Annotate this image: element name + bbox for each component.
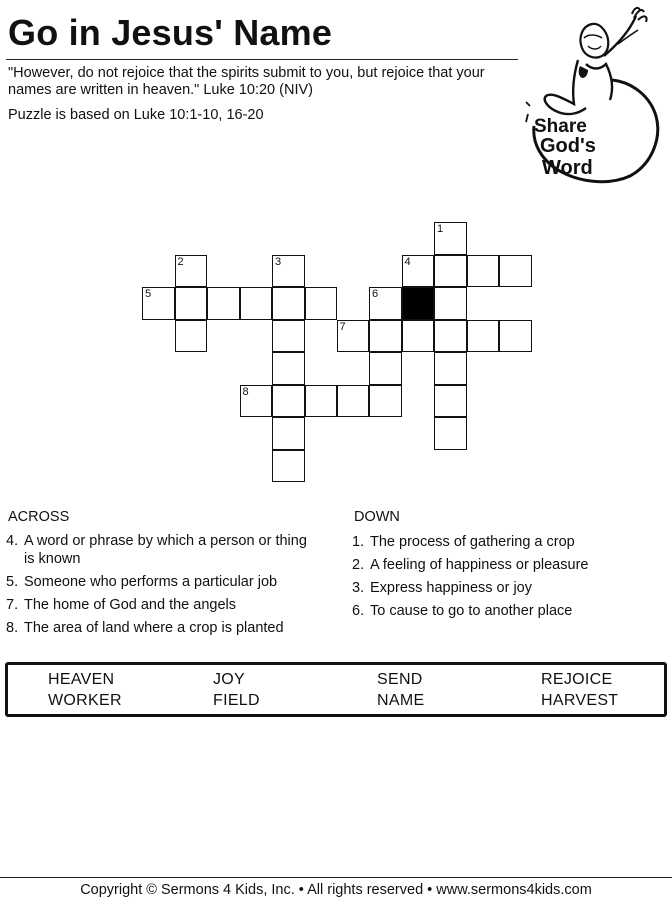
grid-cell[interactable]	[434, 417, 467, 450]
grid-cell[interactable]	[175, 287, 208, 320]
clue-item: 5. Someone who performs a particular job	[6, 573, 278, 590]
scripture-quote: "However, do not rejoice that the spirits submit to you, but rejoice that your names are written in heaven." Luke 10:20 (NIV)	[8, 65, 485, 98]
down-clues	[352, 534, 662, 626]
down-heading: DOWN	[354, 509, 400, 525]
word-bank-item: HARVEST	[541, 692, 619, 709]
clue-number: 5	[145, 288, 152, 300]
grid-cell[interactable]	[272, 287, 305, 320]
grid-cell[interactable]	[434, 352, 467, 385]
grid-cell[interactable]	[175, 320, 208, 353]
grid-cell[interactable]	[272, 417, 305, 450]
grid-cell[interactable]	[305, 385, 338, 418]
grid-cell[interactable]	[337, 320, 370, 353]
grid-cell[interactable]	[337, 385, 370, 418]
grid-cell[interactable]	[402, 320, 435, 353]
puzzle-source: Puzzle is based on Luke 10:1-10, 16-20	[8, 107, 264, 123]
grid-cell[interactable]	[369, 287, 402, 320]
grid-cell[interactable]	[240, 385, 273, 418]
grid-cell[interactable]	[467, 320, 500, 353]
across-clues	[6, 533, 316, 643]
word-bank-item: REJOICE	[541, 671, 613, 688]
word-bank-item: JOY	[213, 671, 246, 688]
word-bank	[5, 662, 667, 717]
clue-item: 8. The area of land where a crop is planted	[6, 619, 284, 636]
logo-text-share: Share	[534, 116, 587, 137]
grid-cell[interactable]	[402, 255, 435, 288]
grid-cell[interactable]	[369, 385, 402, 418]
grid-cell[interactable]	[369, 320, 402, 353]
grid-cell[interactable]	[272, 320, 305, 353]
logo-text-gods: God's	[540, 135, 596, 157]
clue-number: 1	[437, 223, 444, 235]
grid-cell[interactable]	[272, 450, 305, 483]
clue-item: 7. The home of God and the angels	[6, 596, 237, 613]
clue-number: 4	[404, 255, 411, 268]
share-gods-word-logo	[522, 4, 670, 190]
word-bank-item: SEND	[377, 671, 423, 688]
grid-cell[interactable]	[434, 320, 467, 353]
grid-cell[interactable]	[499, 320, 532, 353]
clue-number: 2	[177, 255, 184, 268]
clue-item: 2. A feeling of happiness or pleasure	[352, 557, 589, 573]
clue-item: 6. To cause to go to another place	[352, 603, 573, 619]
word-bank-item: HEAVEN	[48, 671, 115, 688]
grid-cell[interactable]	[272, 255, 305, 288]
clue-item: 3. Express happiness or joy	[352, 580, 532, 596]
word-bank-item: WORKER	[48, 692, 122, 709]
clue-number: 8	[242, 385, 249, 398]
grid-cell[interactable]	[142, 287, 175, 320]
word-bank-item: FIELD	[213, 692, 260, 709]
grid-cell[interactable]	[369, 352, 402, 385]
grid-cell[interactable]	[434, 385, 467, 418]
copyright-footer: Copyright © Sermons 4 Kids, Inc. • All rights reserved • www.sermons4kids.com	[80, 882, 592, 898]
grid-cell[interactable]	[434, 255, 467, 288]
grid-cell[interactable]	[175, 255, 208, 288]
title-divider	[6, 59, 518, 60]
grid-cell[interactable]	[272, 385, 305, 418]
grid-cell[interactable]	[499, 255, 532, 288]
clue-number: 7	[339, 320, 346, 333]
grid-cell[interactable]	[240, 287, 273, 320]
grid-cell[interactable]	[207, 287, 240, 320]
footer-divider	[0, 877, 672, 878]
grid-cell[interactable]	[305, 287, 338, 320]
grid-cell[interactable]	[434, 287, 467, 320]
across-heading: ACROSS	[8, 509, 70, 525]
grid-cell[interactable]	[434, 222, 467, 255]
logo-text-word: Word	[542, 157, 593, 179]
clue-item: 4. A word or phrase by which a person or thing is known	[6, 533, 307, 567]
page-title: Go in Jesus' Name	[8, 12, 333, 53]
clue-number: 3	[275, 255, 282, 268]
grid-cell[interactable]	[272, 352, 305, 385]
clue-item: 1. The process of gathering a crop	[352, 534, 575, 550]
word-bank-item: NAME	[377, 692, 425, 709]
clue-number: 6	[372, 288, 379, 300]
grid-cell[interactable]	[467, 255, 500, 288]
blocked-cell	[402, 287, 435, 320]
